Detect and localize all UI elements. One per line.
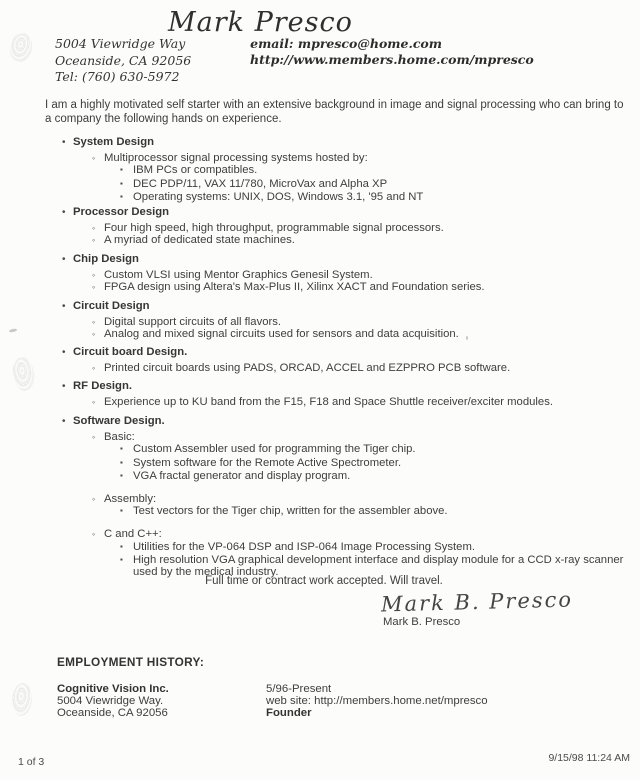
list-item-text: Assembly: — [104, 493, 157, 506]
square-bullet-icon — [120, 541, 133, 554]
circle-bullet-icon — [92, 316, 104, 328]
section-heading: Circuit Design — [73, 300, 150, 312]
list-item — [62, 362, 510, 374]
employer-block — [57, 683, 169, 720]
list-item-text: Custom Assembler used for programming the Tiger chip. — [133, 443, 416, 456]
circle-bullet-icon — [92, 222, 104, 234]
section-system-design — [62, 136, 423, 204]
employment-title: Founder — [266, 707, 312, 720]
list-item-text: VGA fractal generator and display program. — [133, 469, 351, 482]
employment-period: 5/96-Present — [266, 683, 332, 695]
section-heading-row — [62, 346, 510, 359]
disc-bullet-icon — [62, 346, 73, 359]
disc-bullet-icon — [62, 136, 73, 149]
circle-bullet-icon — [92, 152, 104, 164]
list-item-text: Multiprocessor signal processing systems hosted by: — [104, 152, 368, 165]
employment-history-heading: EMPLOYMENT HISTORY: — [57, 655, 205, 669]
section-processor-design — [62, 206, 444, 247]
list-item-text: Four high speed, high throughput, programmable signal processors. — [104, 222, 444, 235]
page-title: Mark Presco — [168, 7, 353, 38]
list-item-text: System software for the Remote Active Spectrometer. — [133, 456, 402, 469]
list-item — [62, 234, 444, 246]
phone-line: Tel: (760) 630-5972 — [55, 69, 180, 84]
square-bullet-icon — [120, 178, 133, 191]
list-item — [62, 493, 625, 505]
square-bullet-icon — [120, 443, 133, 456]
circle-bullet-icon — [92, 528, 104, 540]
list-item — [62, 152, 423, 164]
list-item-text: Digital support circuits of all flavors. — [104, 316, 282, 329]
scan-smudge — [11, 682, 34, 717]
closing-statement: Full time or contract work accepted. Will travel. — [205, 575, 443, 587]
circle-bullet-icon — [92, 234, 104, 246]
list-item — [62, 470, 625, 483]
disc-bullet-icon — [62, 253, 73, 266]
square-bullet-icon — [120, 554, 133, 567]
section-heading: Processor Design — [73, 206, 170, 218]
employer-address-line: 5004 Viewridge Way. — [57, 695, 164, 708]
list-item — [62, 505, 625, 518]
employment-website: web site: http://members.home.net/mpresco — [266, 695, 488, 708]
circle-bullet-icon — [92, 281, 104, 293]
section-heading: RF Design. — [73, 380, 132, 392]
section-circuit-board-design — [62, 346, 510, 374]
list-item — [62, 541, 625, 554]
circle-bullet-icon — [92, 362, 104, 374]
square-bullet-icon — [120, 470, 133, 483]
signature-typed-name: Mark B. Presco — [383, 616, 461, 628]
list-item — [62, 178, 423, 191]
employment-detail-block — [266, 683, 488, 720]
email-line: email: mpresco@home.com — [250, 36, 442, 51]
section-heading-row — [62, 300, 459, 313]
list-item-text: Test vectors for the Tiger chip, written for the assembler above. — [133, 505, 448, 518]
list-item-text: Operating systems: UNIX, DOS, Windows 3.1, '95 and NT — [133, 190, 424, 203]
address-line: 5004 Viewridge Way — [55, 36, 186, 51]
section-heading-row — [62, 136, 423, 149]
disc-bullet-icon — [62, 380, 73, 393]
square-bullet-icon — [120, 505, 133, 518]
circle-bullet-icon — [92, 396, 104, 408]
employer-name: Cognitive Vision Inc. — [57, 683, 169, 695]
list-item-text: IBM PCs or compatibles. — [133, 164, 258, 177]
section-chip-design — [62, 253, 485, 294]
signature-script: Mark B. Presco — [380, 587, 574, 617]
square-bullet-icon — [120, 164, 133, 177]
list-item — [62, 457, 625, 470]
list-item — [62, 431, 625, 443]
list-item-text: High resolution VGA graphical development interface and display module for a CCD x-ray scanner used by the medical industry. — [133, 553, 624, 579]
square-bullet-icon — [120, 191, 133, 204]
section-heading-row — [62, 380, 553, 393]
list-item-text: Printed circuit boards using PADS, ORCAD, ACCEL and EZPPRO PCB software. — [104, 362, 511, 375]
section-software-design — [62, 415, 625, 578]
section-heading: Circuit board Design. — [73, 346, 188, 358]
list-item — [62, 164, 423, 177]
list-item-text: FPGA design using Altera's Max-Plus II, Xilinx XACT and Foundation series. — [104, 281, 485, 294]
disc-bullet-icon — [62, 206, 73, 219]
list-item-text: Custom VLSI using Mentor Graphics Genesil System. — [104, 269, 373, 282]
website-line: http://www.members.home.com/mpresco — [250, 51, 534, 67]
list-item-text: Analog and mixed signal circuits used for sensors and data acquisition. — [104, 328, 459, 341]
scan-smudge — [11, 356, 37, 393]
list-item — [62, 191, 423, 204]
list-item-text: A myriad of dedicated state machines. — [104, 234, 295, 247]
list-item — [62, 528, 625, 540]
section-heading: Software Design. — [73, 415, 165, 427]
address-line: Oceanside, CA 92056 — [55, 52, 192, 68]
list-item — [62, 443, 625, 456]
circle-bullet-icon — [92, 493, 104, 505]
list-item — [62, 396, 553, 408]
page-number: 1 of 3 — [18, 756, 45, 768]
section-rf-design — [62, 380, 553, 408]
list-item — [62, 316, 459, 328]
list-item-text: DEC PDP/11, VAX 11/780, MicroVax and Alpha XP — [133, 177, 388, 190]
list-item-text: Utilities for the VP-064 DSP and ISP-064 Image Processing System. — [133, 540, 475, 553]
address-block — [55, 36, 191, 86]
list-item — [62, 222, 444, 234]
list-item-text: Experience up to KU band from the F15, F18 and Space Shuttle receiver/exciter modules. — [104, 396, 553, 409]
list-item-text: C and C++: — [104, 528, 162, 541]
contact-block — [250, 36, 534, 67]
circle-bullet-icon — [92, 328, 104, 340]
list-item — [62, 281, 485, 293]
circle-bullet-icon — [92, 269, 104, 281]
section-heading-row — [62, 253, 485, 266]
disc-bullet-icon — [62, 300, 73, 313]
square-bullet-icon — [120, 457, 133, 470]
intro-paragraph: I am a highly motivated self starter with an extensive background in image and signal processing who can bring to a company the following hands on experience. — [45, 99, 624, 125]
section-circuit-design — [62, 300, 459, 341]
list-item-text: Basic: — [104, 431, 135, 444]
circle-bullet-icon — [92, 431, 104, 443]
section-heading-row — [62, 206, 444, 219]
scan-speck — [9, 328, 17, 333]
section-heading: Chip Design — [73, 253, 139, 265]
list-item — [62, 269, 485, 281]
disc-bullet-icon — [62, 415, 73, 428]
print-timestamp: 9/15/98 11:24 AM — [548, 752, 630, 764]
section-heading-row — [62, 415, 625, 428]
employer-address-line: Oceanside, CA 92056 — [57, 707, 168, 720]
list-item — [62, 328, 459, 340]
scan-smudge — [7, 31, 35, 64]
scan-speck — [466, 336, 468, 340]
section-heading: System Design — [73, 136, 154, 148]
